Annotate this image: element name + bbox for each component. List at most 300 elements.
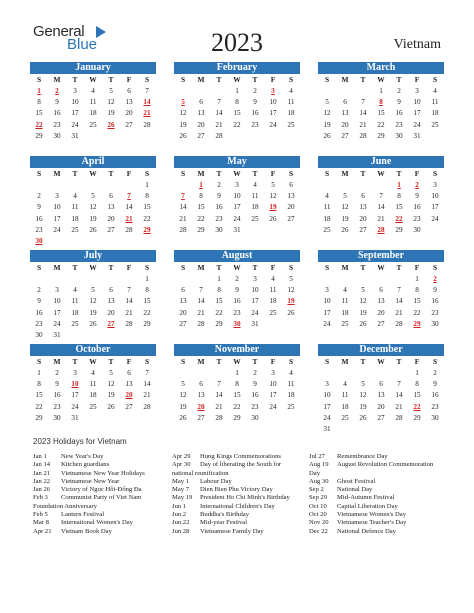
holiday-day-cell[interactable]: 1 — [37, 87, 41, 95]
day-cell[interactable]: 18 — [89, 109, 97, 118]
holiday-day-cell[interactable]: 7 — [127, 192, 131, 201]
day-cell[interactable]: 1 — [235, 369, 239, 377]
day-cell[interactable]: 17 — [323, 308, 331, 317]
day-cell[interactable]: 25 — [341, 319, 349, 328]
day-cell[interactable]: 1 — [145, 275, 149, 283]
day-cell[interactable]: 15 — [395, 203, 403, 212]
day-cell[interactable]: 22 — [143, 308, 151, 317]
day-cell[interactable]: 7 — [217, 380, 221, 389]
day-cell[interactable]: 27 — [125, 120, 133, 129]
day-cell[interactable]: 20 — [377, 308, 385, 317]
day-cell[interactable]: 19 — [179, 402, 187, 411]
day-cell[interactable]: 24 — [53, 225, 61, 234]
day-cell[interactable]: 16 — [35, 308, 43, 317]
day-cell[interactable]: 25 — [89, 402, 97, 411]
day-cell[interactable]: 26 — [359, 319, 367, 328]
holiday-day-cell[interactable]: 27 — [107, 319, 115, 328]
day-cell[interactable]: 7 — [145, 87, 149, 95]
day-cell[interactable]: 30 — [251, 413, 259, 422]
day-cell[interactable]: 1 — [217, 275, 221, 283]
holiday-day-cell[interactable]: 10 — [71, 380, 79, 389]
holiday-day-cell[interactable]: 20 — [197, 402, 205, 411]
day-cell[interactable]: 8 — [37, 98, 41, 107]
day-cell[interactable]: 11 — [251, 192, 259, 201]
day-cell[interactable]: 21 — [125, 308, 133, 317]
day-cell[interactable]: 1 — [37, 369, 41, 377]
day-cell[interactable]: 2 — [433, 369, 437, 377]
day-cell[interactable]: 15 — [35, 109, 43, 118]
day-cell[interactable]: 5 — [325, 98, 329, 107]
day-cell[interactable]: 28 — [197, 319, 205, 328]
day-cell[interactable]: 13 — [125, 380, 133, 389]
day-cell[interactable]: 3 — [73, 369, 77, 377]
day-cell[interactable]: 20 — [107, 214, 115, 223]
day-cell[interactable]: 15 — [233, 109, 241, 118]
day-cell[interactable]: 24 — [251, 308, 259, 317]
day-cell[interactable]: 14 — [197, 297, 205, 306]
day-cell[interactable]: 2 — [217, 181, 221, 189]
day-cell[interactable]: 17 — [233, 203, 241, 212]
day-cell[interactable]: 9 — [253, 380, 257, 389]
day-cell[interactable]: 23 — [233, 308, 241, 317]
day-cell[interactable]: 25 — [287, 402, 295, 411]
day-cell[interactable]: 28 — [395, 413, 403, 422]
day-cell[interactable]: 13 — [107, 203, 115, 212]
day-cell[interactable]: 16 — [251, 391, 259, 400]
day-cell[interactable]: 13 — [197, 109, 205, 118]
day-cell[interactable]: 3 — [325, 286, 329, 295]
day-cell[interactable]: 26 — [89, 225, 97, 234]
day-cell[interactable]: 5 — [91, 286, 95, 295]
day-cell[interactable]: 6 — [109, 192, 113, 201]
day-cell[interactable]: 30 — [431, 319, 439, 328]
day-cell[interactable]: 27 — [359, 225, 367, 234]
day-cell[interactable]: 31 — [71, 131, 79, 140]
day-cell[interactable]: 21 — [215, 120, 223, 129]
day-cell[interactable]: 9 — [433, 380, 437, 389]
day-cell[interactable]: 17 — [251, 297, 259, 306]
day-cell[interactable]: 29 — [35, 131, 43, 140]
day-cell[interactable]: 30 — [431, 413, 439, 422]
day-cell[interactable]: 16 — [53, 109, 61, 118]
day-cell[interactable]: 30 — [413, 225, 421, 234]
day-cell[interactable]: 23 — [431, 308, 439, 317]
holiday-day-cell[interactable]: 21 — [125, 214, 133, 223]
day-cell[interactable]: 26 — [287, 308, 295, 317]
day-cell[interactable]: 20 — [179, 308, 187, 317]
day-cell[interactable]: 21 — [215, 402, 223, 411]
day-cell[interactable]: 8 — [217, 286, 221, 295]
day-cell[interactable]: 24 — [269, 120, 277, 129]
day-cell[interactable]: 11 — [269, 286, 277, 295]
day-cell[interactable]: 9 — [253, 98, 257, 107]
day-cell[interactable]: 26 — [323, 131, 331, 140]
day-cell[interactable]: 5 — [109, 87, 113, 95]
day-cell[interactable]: 12 — [179, 391, 187, 400]
day-cell[interactable]: 24 — [323, 319, 331, 328]
day-cell[interactable]: 6 — [181, 286, 185, 295]
holiday-day-cell[interactable]: 22 — [395, 214, 403, 223]
day-cell[interactable]: 28 — [143, 120, 151, 129]
day-cell[interactable]: 11 — [431, 98, 439, 107]
day-cell[interactable]: 26 — [341, 225, 349, 234]
day-cell[interactable]: 4 — [253, 181, 257, 189]
day-cell[interactable]: 4 — [343, 380, 347, 389]
day-cell[interactable]: 13 — [377, 297, 385, 306]
day-cell[interactable]: 14 — [395, 391, 403, 400]
holiday-day-cell[interactable]: 26 — [107, 120, 115, 129]
day-cell[interactable]: 10 — [53, 203, 61, 212]
day-cell[interactable]: 21 — [143, 391, 151, 400]
day-cell[interactable]: 30 — [53, 131, 61, 140]
day-cell[interactable]: 12 — [89, 297, 97, 306]
day-cell[interactable]: 15 — [413, 297, 421, 306]
day-cell[interactable]: 23 — [431, 402, 439, 411]
day-cell[interactable]: 13 — [179, 297, 187, 306]
day-cell[interactable]: 27 — [197, 131, 205, 140]
day-cell[interactable]: 1 — [235, 87, 239, 95]
day-cell[interactable]: 23 — [251, 402, 259, 411]
day-cell[interactable]: 9 — [235, 286, 239, 295]
day-cell[interactable]: 22 — [233, 402, 241, 411]
day-cell[interactable]: 30 — [53, 413, 61, 422]
day-cell[interactable]: 10 — [269, 98, 277, 107]
day-cell[interactable]: 26 — [359, 413, 367, 422]
day-cell[interactable]: 4 — [325, 192, 329, 201]
day-cell[interactable]: 25 — [287, 120, 295, 129]
day-cell[interactable]: 25 — [71, 319, 79, 328]
day-cell[interactable]: 22 — [35, 402, 43, 411]
day-cell[interactable]: 21 — [377, 214, 385, 223]
day-cell[interactable]: 15 — [215, 297, 223, 306]
day-cell[interactable]: 22 — [377, 120, 385, 129]
day-cell[interactable]: 3 — [271, 369, 275, 377]
day-cell[interactable]: 3 — [73, 87, 77, 95]
day-cell[interactable]: 16 — [431, 391, 439, 400]
day-cell[interactable]: 2 — [253, 369, 257, 377]
day-cell[interactable]: 8 — [415, 286, 419, 295]
holiday-day-cell[interactable]: 29 — [143, 225, 151, 234]
day-cell[interactable]: 31 — [413, 131, 421, 140]
holiday-day-cell[interactable]: 20 — [125, 391, 133, 400]
day-cell[interactable]: 16 — [413, 203, 421, 212]
day-cell[interactable]: 17 — [71, 109, 79, 118]
day-cell[interactable]: 18 — [431, 109, 439, 118]
day-cell[interactable]: 18 — [287, 391, 295, 400]
day-cell[interactable]: 27 — [179, 319, 187, 328]
day-cell[interactable]: 4 — [73, 286, 77, 295]
day-cell[interactable]: 20 — [197, 120, 205, 129]
day-cell[interactable]: 25 — [89, 120, 97, 129]
day-cell[interactable]: 7 — [127, 286, 131, 295]
day-cell[interactable]: 22 — [413, 308, 421, 317]
holiday-day-cell[interactable]: 3 — [271, 87, 275, 95]
day-cell[interactable]: 7 — [379, 192, 383, 201]
day-cell[interactable]: 15 — [413, 391, 421, 400]
day-cell[interactable]: 23 — [35, 319, 43, 328]
day-cell[interactable]: 5 — [289, 275, 293, 283]
day-cell[interactable]: 3 — [55, 192, 59, 201]
day-cell[interactable]: 11 — [341, 391, 349, 400]
day-cell[interactable]: 4 — [433, 87, 437, 95]
holiday-day-cell[interactable]: 30 — [233, 319, 241, 328]
day-cell[interactable]: 23 — [395, 120, 403, 129]
day-cell[interactable]: 11 — [341, 297, 349, 306]
day-cell[interactable]: 8 — [235, 98, 239, 107]
day-cell[interactable]: 14 — [125, 203, 133, 212]
day-cell[interactable]: 13 — [359, 203, 367, 212]
holiday-day-cell[interactable]: 5 — [181, 98, 185, 107]
day-cell[interactable]: 3 — [325, 380, 329, 389]
day-cell[interactable]: 9 — [55, 380, 59, 389]
day-cell[interactable]: 14 — [125, 297, 133, 306]
day-cell[interactable]: 13 — [107, 297, 115, 306]
day-cell[interactable]: 19 — [323, 120, 331, 129]
day-cell[interactable]: 10 — [269, 380, 277, 389]
day-cell[interactable]: 10 — [431, 192, 439, 201]
day-cell[interactable]: 3 — [55, 286, 59, 295]
day-cell[interactable]: 3 — [433, 181, 437, 189]
day-cell[interactable]: 11 — [89, 98, 97, 107]
day-cell[interactable]: 8 — [415, 380, 419, 389]
day-cell[interactable]: 2 — [37, 192, 41, 201]
day-cell[interactable]: 19 — [359, 308, 367, 317]
day-cell[interactable]: 19 — [89, 214, 97, 223]
day-cell[interactable]: 20 — [287, 203, 295, 212]
day-cell[interactable]: 6 — [127, 87, 131, 95]
day-cell[interactable]: 14 — [395, 297, 403, 306]
holiday-day-cell[interactable]: 1 — [199, 181, 203, 189]
holiday-day-cell[interactable]: 2 — [433, 275, 437, 283]
holiday-day-cell[interactable]: 2 — [415, 181, 419, 189]
day-cell[interactable]: 20 — [107, 308, 115, 317]
day-cell[interactable]: 17 — [269, 391, 277, 400]
day-cell[interactable]: 5 — [181, 380, 185, 389]
day-cell[interactable]: 3 — [235, 181, 239, 189]
day-cell[interactable]: 18 — [287, 109, 295, 118]
day-cell[interactable]: 15 — [377, 109, 385, 118]
day-cell[interactable]: 16 — [215, 203, 223, 212]
day-cell[interactable]: 18 — [251, 203, 259, 212]
day-cell[interactable]: 1 — [379, 87, 383, 95]
day-cell[interactable]: 29 — [377, 131, 385, 140]
day-cell[interactable]: 29 — [413, 413, 421, 422]
day-cell[interactable]: 12 — [269, 192, 277, 201]
day-cell[interactable]: 10 — [233, 192, 241, 201]
day-cell[interactable]: 24 — [269, 402, 277, 411]
day-cell[interactable]: 18 — [323, 214, 331, 223]
day-cell[interactable]: 17 — [53, 214, 61, 223]
day-cell[interactable]: 23 — [53, 120, 61, 129]
day-cell[interactable]: 28 — [179, 225, 187, 234]
holiday-day-cell[interactable]: 29 — [413, 319, 421, 328]
day-cell[interactable]: 8 — [235, 380, 239, 389]
day-cell[interactable]: 23 — [53, 402, 61, 411]
day-cell[interactable]: 7 — [145, 369, 149, 377]
day-cell[interactable]: 5 — [361, 286, 365, 295]
day-cell[interactable]: 6 — [343, 98, 347, 107]
day-cell[interactable]: 9 — [397, 98, 401, 107]
day-cell[interactable]: 25 — [431, 120, 439, 129]
day-cell[interactable]: 9 — [217, 192, 221, 201]
day-cell[interactable]: 10 — [251, 286, 259, 295]
day-cell[interactable]: 21 — [179, 214, 187, 223]
day-cell[interactable]: 6 — [199, 98, 203, 107]
day-cell[interactable]: 12 — [107, 98, 115, 107]
day-cell[interactable]: 29 — [35, 413, 43, 422]
day-cell[interactable]: 23 — [215, 214, 223, 223]
day-cell[interactable]: 9 — [37, 203, 41, 212]
day-cell[interactable]: 19 — [107, 109, 115, 118]
day-cell[interactable]: 21 — [395, 402, 403, 411]
day-cell[interactable]: 5 — [91, 192, 95, 201]
day-cell[interactable]: 28 — [125, 319, 133, 328]
day-cell[interactable]: 24 — [71, 402, 79, 411]
day-cell[interactable]: 12 — [323, 109, 331, 118]
holiday-day-cell[interactable]: 8 — [379, 98, 383, 107]
day-cell[interactable]: 27 — [341, 131, 349, 140]
day-cell[interactable]: 9 — [415, 192, 419, 201]
day-cell[interactable]: 11 — [323, 203, 331, 212]
day-cell[interactable]: 17 — [323, 402, 331, 411]
day-cell[interactable]: 8 — [397, 192, 401, 201]
day-cell[interactable]: 22 — [233, 120, 241, 129]
day-cell[interactable]: 9 — [55, 98, 59, 107]
day-cell[interactable]: 12 — [179, 109, 187, 118]
day-cell[interactable]: 21 — [197, 308, 205, 317]
day-cell[interactable]: 5 — [361, 380, 365, 389]
day-cell[interactable]: 19 — [107, 391, 115, 400]
day-cell[interactable]: 13 — [377, 391, 385, 400]
day-cell[interactable]: 31 — [53, 330, 61, 339]
day-cell[interactable]: 12 — [359, 297, 367, 306]
day-cell[interactable]: 11 — [287, 380, 295, 389]
day-cell[interactable]: 10 — [71, 98, 79, 107]
day-cell[interactable]: 10 — [323, 391, 331, 400]
day-cell[interactable]: 23 — [35, 225, 43, 234]
holiday-day-cell[interactable]: 22 — [413, 402, 421, 411]
day-cell[interactable]: 24 — [323, 413, 331, 422]
day-cell[interactable]: 20 — [341, 120, 349, 129]
day-cell[interactable]: 30 — [35, 330, 43, 339]
day-cell[interactable]: 11 — [89, 380, 97, 389]
day-cell[interactable]: 19 — [341, 214, 349, 223]
day-cell[interactable]: 26 — [179, 131, 187, 140]
day-cell[interactable]: 2 — [397, 87, 401, 95]
holiday-day-cell[interactable]: 30 — [35, 236, 43, 245]
day-cell[interactable]: 28 — [395, 319, 403, 328]
day-cell[interactable]: 29 — [143, 319, 151, 328]
day-cell[interactable]: 28 — [143, 402, 151, 411]
day-cell[interactable]: 6 — [199, 380, 203, 389]
day-cell[interactable]: 17 — [269, 109, 277, 118]
day-cell[interactable]: 10 — [413, 98, 421, 107]
day-cell[interactable]: 26 — [179, 413, 187, 422]
day-cell[interactable]: 6 — [379, 286, 383, 295]
day-cell[interactable]: 20 — [359, 214, 367, 223]
day-cell[interactable]: 4 — [289, 369, 293, 377]
day-cell[interactable]: 5 — [109, 369, 113, 377]
day-cell[interactable]: 3 — [415, 87, 419, 95]
day-cell[interactable]: 25 — [71, 225, 79, 234]
day-cell[interactable]: 14 — [359, 109, 367, 118]
day-cell[interactable]: 15 — [197, 203, 205, 212]
holiday-day-cell[interactable]: 14 — [143, 98, 151, 107]
day-cell[interactable]: 18 — [71, 214, 79, 223]
day-cell[interactable]: 31 — [251, 319, 259, 328]
day-cell[interactable]: 14 — [377, 203, 385, 212]
day-cell[interactable]: 21 — [359, 120, 367, 129]
day-cell[interactable]: 3 — [253, 275, 257, 283]
day-cell[interactable]: 6 — [289, 181, 293, 189]
day-cell[interactable]: 27 — [107, 225, 115, 234]
day-cell[interactable]: 6 — [361, 192, 365, 201]
day-cell[interactable]: 18 — [71, 308, 79, 317]
day-cell[interactable]: 18 — [341, 402, 349, 411]
day-cell[interactable]: 16 — [53, 391, 61, 400]
day-cell[interactable]: 1 — [415, 275, 419, 283]
day-cell[interactable]: 18 — [89, 391, 97, 400]
day-cell[interactable]: 10 — [323, 297, 331, 306]
holiday-day-cell[interactable]: 22 — [35, 120, 43, 129]
day-cell[interactable]: 29 — [197, 225, 205, 234]
day-cell[interactable]: 4 — [289, 87, 293, 95]
day-cell[interactable]: 28 — [215, 413, 223, 422]
day-cell[interactable]: 4 — [73, 192, 77, 201]
holiday-day-cell[interactable]: 7 — [181, 192, 185, 201]
day-cell[interactable]: 31 — [233, 225, 241, 234]
day-cell[interactable]: 23 — [413, 214, 421, 223]
holiday-day-cell[interactable]: 1 — [397, 181, 401, 189]
day-cell[interactable]: 24 — [431, 214, 439, 223]
day-cell[interactable]: 17 — [413, 109, 421, 118]
holiday-day-cell[interactable]: 19 — [269, 203, 277, 212]
day-cell[interactable]: 4 — [91, 369, 95, 377]
day-cell[interactable]: 9 — [37, 297, 41, 306]
day-cell[interactable]: 15 — [143, 297, 151, 306]
day-cell[interactable]: 22 — [197, 214, 205, 223]
day-cell[interactable]: 12 — [341, 203, 349, 212]
holiday-day-cell[interactable]: 28 — [377, 225, 385, 234]
day-cell[interactable]: 19 — [89, 308, 97, 317]
day-cell[interactable]: 24 — [233, 214, 241, 223]
day-cell[interactable]: 2 — [55, 369, 59, 377]
day-cell[interactable]: 8 — [37, 380, 41, 389]
day-cell[interactable]: 11 — [71, 203, 79, 212]
day-cell[interactable]: 24 — [413, 120, 421, 129]
day-cell[interactable]: 27 — [377, 319, 385, 328]
day-cell[interactable]: 21 — [395, 308, 403, 317]
day-cell[interactable]: 7 — [397, 286, 401, 295]
day-cell[interactable]: 13 — [125, 98, 133, 107]
day-cell[interactable]: 6 — [109, 286, 113, 295]
holiday-day-cell[interactable]: 19 — [287, 297, 295, 306]
day-cell[interactable]: 17 — [71, 391, 79, 400]
day-cell[interactable]: 4 — [343, 286, 347, 295]
day-cell[interactable]: 24 — [71, 120, 79, 129]
day-cell[interactable]: 23 — [251, 120, 259, 129]
day-cell[interactable]: 5 — [271, 181, 275, 189]
day-cell[interactable]: 22 — [143, 214, 151, 223]
day-cell[interactable]: 8 — [145, 192, 149, 201]
day-cell[interactable]: 25 — [251, 214, 259, 223]
day-cell[interactable]: 8 — [145, 286, 149, 295]
day-cell[interactable]: 4 — [271, 275, 275, 283]
day-cell[interactable]: 25 — [269, 308, 277, 317]
day-cell[interactable]: 20 — [377, 402, 385, 411]
day-cell[interactable]: 14 — [143, 380, 151, 389]
day-cell[interactable]: 13 — [341, 109, 349, 118]
